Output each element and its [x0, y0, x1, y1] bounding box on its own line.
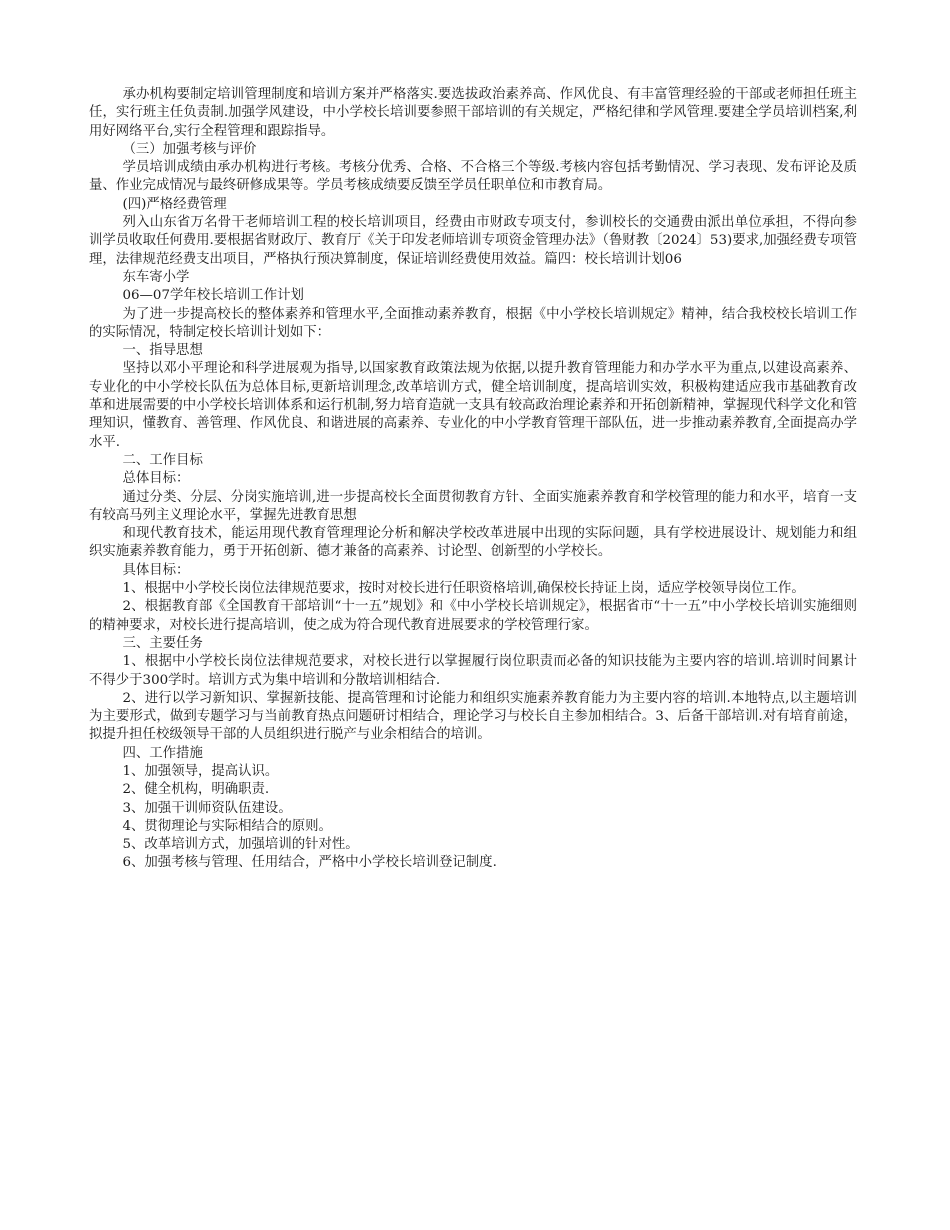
list-item: 1、根据中小学校长岗位法律规范要求，对校长进行以掌握履行岗位职责而必备的知识技能为主要内容的培训.培训时间累计不得少于300学时。培训方式为集中培训和分散培训相结合. — [89, 654, 857, 688]
section-heading: 四、工作措施 — [122, 745, 203, 761]
subheading: 总体目标： — [122, 471, 190, 487]
section-heading: （三）加强考核与评价 — [122, 141, 257, 157]
list-item: 1、加强领导，提高认识。 — [122, 763, 279, 779]
list-item: 2、健全机构，明确职责. — [122, 782, 270, 798]
list-item: 5、改革培训方式，加强培训的针对性。 — [122, 837, 359, 853]
list-item: 1、根据中小学校长岗位法律规范要求，按时对校长进行任职资格培训,确保校长持证上岗，适应学校领导岗位工作。 — [122, 581, 805, 597]
paragraph: 坚持以邓小平理论和科学进展观为指导,以国家教育政策法规为依据,以提升教育管理能力和办学水平为重点,以建设高素养、专业化的中小学校长队伍为总体目标,更新培训理念,改革培训方式，健全培训制度，提高培训实效，积极构建适应我市基础教育改革和进展需要的中小学校长培训体系和运行机制,努力培育造就一支具有较高政治理论素养和开拓创新精神，掌握现代科学文化和管理知识，懂教育、善管理、作风优良、和谐进展的高素养、专业化的中小学教育管理干部队伍，进一步推动素养教育,全面提高办学水平. — [89, 361, 857, 450]
paragraph: 通过分类、分层、分岗实施培训,进一步提高校长全面贯彻教育方针、全面实施素养教育和学校管理的能力和水平，培育一支有较高马列主义理论水平，掌握先进教育思想 — [89, 489, 857, 523]
subheading: 具体目标： — [122, 562, 190, 578]
plan-title: 06—07学年校长培训工作计划 — [122, 288, 304, 304]
section-heading: 三、主要任务 — [122, 635, 203, 651]
paragraph: 和现代教育技术，能运用现代教育管理理论分析和解决学校改革进展中出现的实际问题，具有学校进展设计、规划能力和组织实施素养教育能力，勇于开拓创新、德才兼备的高素养、讨论型、创新型的小学校长。 — [89, 526, 857, 560]
list-item: 4、贯彻理论与实际相结合的原则。 — [122, 818, 332, 834]
school-name: 东车寄小学 — [122, 269, 190, 285]
section-heading: 一、指导思想 — [122, 343, 203, 359]
paragraph: 列入山东省万名骨干老师培训工程的校长培训项目，经费由市财政专项支付，参训校长的交通费由派出单位承担，不得向参训学员收取任何费用.要根据省财政厅、教育厅《关于印发老师培训专项资金管理办法》（鲁财教〔2024〕53)要求,加强经费专项管理，法律规范经费支出项目，严格执行预决算制度，保证培训经费使用效益。篇四：校长培训计划06 — [89, 215, 857, 267]
list-item: 3、加强干训师资队伍建设。 — [122, 800, 292, 816]
paragraph: 学员培训成绩由承办机构进行考核。考核分优秀、合格、不合格三个等级.考核内容包括考勤情况、学习表现、发布评论及质量、作业完成情况与最终研修成果等。学员考核成绩要反馈至学员任职单位和市教育局。 — [89, 160, 857, 194]
section-heading: 二、工作目标 — [122, 452, 203, 468]
list-item: 2、进行以学习新知识、掌握新技能、提高管理和讨论能力和组织实施素养教育能力为主要内容的培训.本地特点,以主题培训为主要形式，做到专题学习与当前教育热点问题研讨相结合，理论学习与校长自主参加相结合。3、后备干部培训.对有培育前途，拟提升担任校级领导干部的人员组织进行脱产与业余相结合的培训。 — [89, 690, 857, 743]
section-heading: (四)严格经费管理 — [122, 196, 227, 212]
list-item: 2、根据教育部《全国教育干部培训“十一五”规划》和《中小学校长培训规定》，根据省市“十一五”中小学校长培训实施细则的精神要求，对校长进行提高培训，使之成为符合现代教育进展要求的学校管理行家。 — [89, 599, 857, 633]
document-body — [89, 86, 857, 873]
paragraph: 为了进一步提高校长的整体素养和管理水平,全面推动素养教育，根据《中小学校长培训规定》精神，结合我校校长培训工作的实际情况，特制定校长培训计划如下： — [89, 306, 857, 340]
list-item: 6、加强考核与管理、任用结合，严格中小学校长培训登记制度. — [122, 855, 497, 871]
paragraph: 承办机构要制定培训管理制度和培训方案并严格落实.要选拔政治素养高、作风优良、有丰富管理经验的干部或老师担任班主任，实行班主任负责制.加强学风建设，中小学校长培训要参照干部培训的有关规定，严格纪律和学风管理.要建全学员培训档案,利用好网络平台,实行全程管理和跟踪指导。 — [89, 87, 857, 139]
